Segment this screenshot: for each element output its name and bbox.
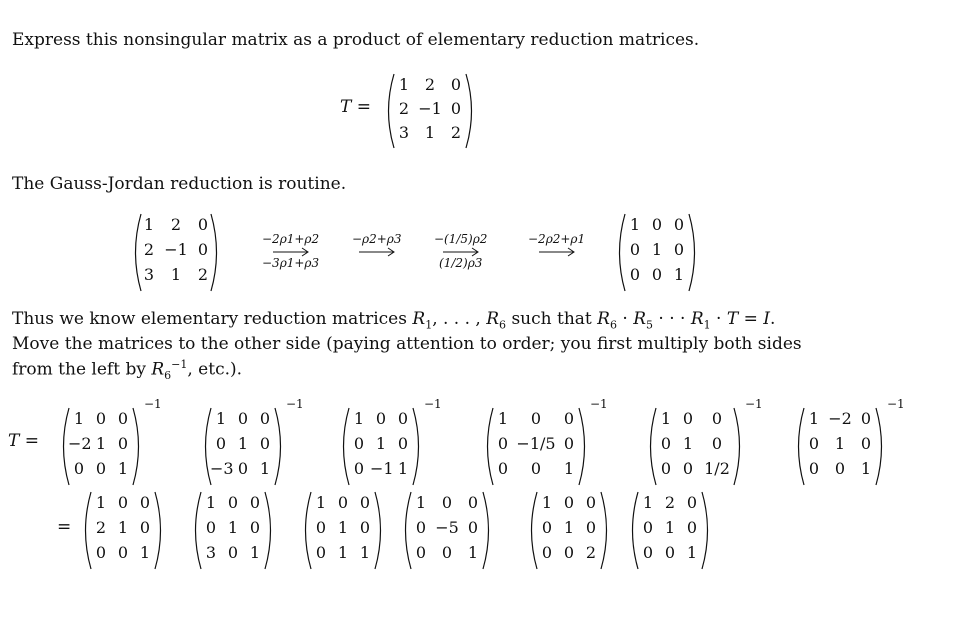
matrix-entry: 2 — [95, 518, 107, 537]
matrix-entry: 0 — [860, 409, 872, 428]
matrix-entry: 0 — [563, 493, 575, 512]
matrix-entry: 1 — [673, 265, 685, 284]
elementary-matrix — [190, 491, 276, 570]
matrix-entry: 1 — [337, 543, 349, 562]
matrix-entry: 0 — [467, 493, 479, 512]
matrix-entry: 0 — [629, 240, 641, 259]
matrix-entry: 1 — [215, 409, 227, 428]
matrix-entry: 0 — [497, 434, 509, 453]
matrix-entry: 1 — [664, 518, 676, 537]
matrix-entry: 1 — [359, 543, 371, 562]
matrix-gj-end-body — [614, 213, 700, 292]
matrix-entry: 0 — [530, 409, 542, 428]
matrix-entry: −5 — [435, 518, 459, 537]
matrix-entry: 0 — [397, 434, 409, 453]
matrix-entry: 0 — [315, 543, 327, 562]
inverse-matrix — [338, 397, 442, 486]
matrix-entry: 0 — [117, 409, 129, 428]
matrix-entry: 0 — [73, 459, 85, 478]
matrix-entry: 0 — [359, 493, 371, 512]
matrix-entry: 1 — [353, 409, 365, 428]
elementary-matrix — [400, 491, 494, 570]
matrix-entry: 0 — [441, 493, 453, 512]
matrix-entry: 0 — [660, 459, 672, 478]
matrix-entry: 0 — [249, 518, 261, 537]
matrix-entry: 1 — [563, 518, 575, 537]
matrix-entry: 1 — [660, 409, 672, 428]
matrix-entry: 1 — [686, 543, 698, 562]
matrix-entry: 0 — [541, 543, 553, 562]
matrix-entry: 1 — [467, 543, 479, 562]
matrix-entry: 0 — [664, 543, 676, 562]
matrix-entry: 0 — [686, 518, 698, 537]
matrix-entry: 1 — [642, 493, 654, 512]
matrix-entry: 1 — [139, 543, 151, 562]
matrix-entry: 0 — [249, 493, 261, 512]
matrix-entry: 0 — [808, 459, 820, 478]
reduction-step — [262, 232, 319, 270]
matrix-entry: 0 — [651, 265, 663, 284]
matrix-entry: 0 — [353, 459, 365, 478]
step-op-top: −ρ2+ρ3 — [352, 232, 402, 246]
inverse-exponent: −1 — [887, 397, 905, 411]
matrix-entry: 2 — [398, 99, 410, 118]
step-op-bottom: (1/2)ρ3 — [439, 256, 483, 270]
matrix-entry: −1 — [164, 240, 188, 259]
matrix-entry: 1 — [398, 75, 410, 94]
matrix-entry: 2 — [143, 240, 155, 259]
matrix-entry: 0 — [585, 518, 597, 537]
matrix-entry: 1 — [143, 215, 155, 234]
matrix-entry: 0 — [95, 409, 107, 428]
matrix-entry: 1 — [95, 434, 107, 453]
matrix-entry: 0 — [651, 215, 663, 234]
equals-sign: = — [57, 517, 72, 537]
matrix-entry: 0 — [375, 409, 387, 428]
matrix-entry: 0 — [95, 543, 107, 562]
matrix-entry: 1 — [259, 459, 271, 478]
matrix-entry: 0 — [441, 543, 453, 562]
matrix-entry: 0 — [259, 434, 271, 453]
matrix-entry: 0 — [530, 459, 542, 478]
matrix-entry: 0 — [117, 493, 129, 512]
matrix-entry: 0 — [237, 459, 249, 478]
matrix-entry: 0 — [686, 493, 698, 512]
matrix-entry: 0 — [673, 215, 685, 234]
matrix-entry: 0 — [197, 240, 209, 259]
gj-text: The Gauss-Jordan reduction is routine. — [12, 174, 347, 194]
right-arrow-icon — [352, 246, 402, 256]
t-label: T = — [340, 97, 371, 117]
matrix-entry: 2 — [170, 215, 182, 234]
matrix-entry: 0 — [415, 543, 427, 562]
step-op-top: −2ρ1+ρ2 — [262, 232, 320, 246]
inverse-exponent: −1 — [745, 397, 763, 411]
matrix-entry: 1 — [205, 493, 217, 512]
matrix-entry: 2 — [197, 265, 209, 284]
intro-text: Express this nonsingular matrix as a product of elementary reduction matrices. — [12, 30, 700, 50]
matrix-entry: 0 — [337, 493, 349, 512]
inverse-exponent: −1 — [144, 397, 162, 411]
matrix-entry: 0 — [808, 434, 820, 453]
matrix-entry: 0 — [397, 409, 409, 428]
matrix-entry: 3 — [205, 543, 217, 562]
matrix-entry: 1 — [563, 459, 575, 478]
matrix-entry: 1 — [860, 459, 872, 478]
inverse-matrix — [58, 397, 162, 486]
reduction-step — [434, 232, 487, 270]
matrix-entry: 1 — [375, 434, 387, 453]
matrix-entry: 0 — [563, 434, 575, 453]
step-op-top: −(1/5)ρ2 — [434, 232, 488, 246]
matrix-entry: 0 — [95, 459, 107, 478]
matrix-entry: 0 — [682, 409, 694, 428]
matrix-entry: 0 — [682, 459, 694, 478]
matrix-entry: 1 — [541, 493, 553, 512]
matrix-entry: 1 — [424, 123, 436, 142]
matrix-entry: 1 — [337, 518, 349, 537]
matrix-entry: 1 — [682, 434, 694, 453]
paragraph-line-1: Thus we know elementary reduction matrices $R_1$, . . . , $R_6$ such that $R_6 \cdot R_5$ · · · $R_1 \cdot T = I$. — [12, 309, 776, 332]
matrix-entry: −2 — [828, 409, 852, 428]
matrix-entry: 1 — [397, 459, 409, 478]
matrix-entry: 0 — [541, 518, 553, 537]
inverse-exponent: −1 — [424, 397, 442, 411]
reduction-step — [352, 232, 402, 256]
matrix-entry: −1/5 — [516, 434, 556, 453]
matrix-entry: 0 — [237, 409, 249, 428]
matrix-entry: 1 — [95, 493, 107, 512]
matrix-entry: 2 — [450, 123, 462, 142]
matrix-entry: 1 — [117, 459, 129, 478]
matrix-gj-start-body — [130, 213, 222, 292]
matrix-entry: 1 — [315, 493, 327, 512]
matrix-entry: 0 — [315, 518, 327, 537]
elementary-matrix — [526, 491, 612, 570]
matrix-entry: 0 — [563, 409, 575, 428]
matrix-entry: 1 — [834, 434, 846, 453]
matrix-entry: 2 — [585, 543, 597, 562]
matrix-entry: 0 — [139, 518, 151, 537]
matrix-entry: 0 — [467, 518, 479, 537]
elementary-matrix — [80, 491, 166, 570]
matrix-entry: 1 — [249, 543, 261, 562]
matrix-entry: 0 — [629, 265, 641, 284]
matrix-entry: 0 — [139, 493, 151, 512]
inverse-exponent: −1 — [590, 397, 608, 411]
inverse-matrix — [200, 397, 304, 486]
matrix-entry: 0 — [711, 434, 723, 453]
matrix-entry: 0 — [711, 409, 723, 428]
matrix-entry: 1 — [808, 409, 820, 428]
matrix-t-body — [383, 73, 477, 149]
matrix-entry: 0 — [585, 493, 597, 512]
matrix-entry: 0 — [673, 240, 685, 259]
matrix-entry: 0 — [497, 459, 509, 478]
matrix-entry: −1 — [418, 99, 442, 118]
matrix-entry: 0 — [642, 543, 654, 562]
matrix-entry: 0 — [205, 518, 217, 537]
paragraph-line-2: Move the matrices to the other side (paying attention to order; you first multiply both sides — [12, 334, 802, 354]
matrix-entry: 0 — [450, 75, 462, 94]
right-arrow-icon — [434, 246, 487, 256]
inverse-matrix — [793, 397, 905, 486]
elementary-matrix — [627, 491, 713, 570]
matrix-entry: 1 — [237, 434, 249, 453]
matrix-entry: 1 — [651, 240, 663, 259]
matrix-entry: 0 — [117, 434, 129, 453]
elementary-matrix — [300, 491, 386, 570]
matrix-entry: 0 — [642, 518, 654, 537]
inverse-exponent: −1 — [286, 397, 304, 411]
matrix-entry: 0 — [415, 518, 427, 537]
matrix-entry: 0 — [197, 215, 209, 234]
matrix-entry: 1 — [73, 409, 85, 428]
matrix-entry: 2 — [424, 75, 436, 94]
matrix-entry: 0 — [563, 543, 575, 562]
paragraph-line-3: from the left by $R_6^{-1}$, etc.). — [12, 358, 243, 383]
matrix-entry: 1 — [227, 518, 239, 537]
matrix-entry: 1/2 — [704, 459, 730, 478]
inverse-matrix — [645, 397, 763, 486]
matrix-entry: −2 — [68, 434, 92, 453]
matrix-entry: 3 — [143, 265, 155, 284]
matrix-entry: 0 — [359, 518, 371, 537]
matrix-entry: −3 — [210, 459, 234, 478]
matrix-entry: 1 — [170, 265, 182, 284]
matrix-entry: 0 — [259, 409, 271, 428]
matrix-entry: 0 — [450, 99, 462, 118]
matrix-entry: 1 — [117, 518, 129, 537]
matrix-entry: 0 — [215, 434, 227, 453]
inv-t-label: T = — [8, 431, 39, 451]
matrix-entry: 2 — [664, 493, 676, 512]
inverse-matrix — [482, 397, 608, 486]
matrix-entry: −1 — [370, 459, 394, 478]
right-arrow-icon — [528, 246, 585, 256]
matrix-entry: 1 — [415, 493, 427, 512]
matrix-entry: 0 — [227, 543, 239, 562]
matrix-entry: 0 — [660, 434, 672, 453]
matrix-entry: 1 — [629, 215, 641, 234]
step-op-bottom: −3ρ1+ρ3 — [262, 256, 320, 270]
matrix-entry: 3 — [398, 123, 410, 142]
matrix-entry: 1 — [497, 409, 509, 428]
matrix-entry: 0 — [227, 493, 239, 512]
matrix-entry: 0 — [353, 434, 365, 453]
matrix-entry: 0 — [860, 434, 872, 453]
matrix-entry: 0 — [117, 543, 129, 562]
reduction-step — [528, 232, 585, 256]
right-arrow-icon — [262, 246, 319, 256]
step-op-top: −2ρ2+ρ1 — [528, 232, 586, 246]
matrix-entry: 0 — [834, 459, 846, 478]
